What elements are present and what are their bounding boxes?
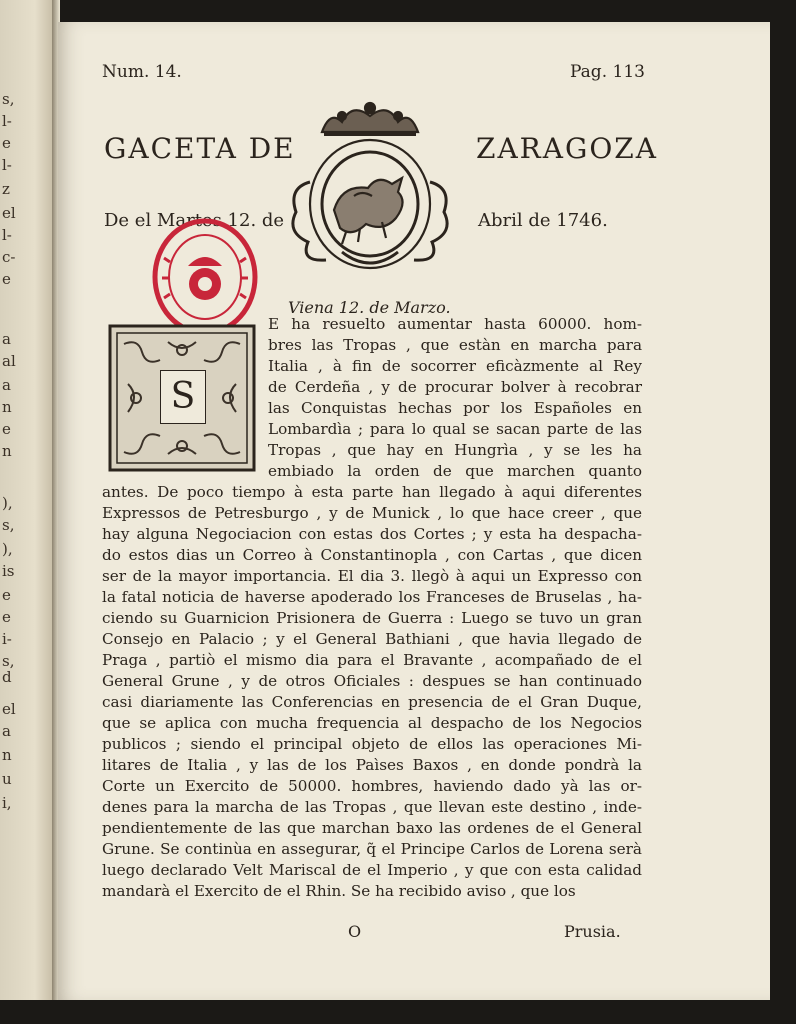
article-line: litares de Italia , y las de los Paìses Baxos , en donde pondrà la <box>102 756 642 774</box>
article-line: las Conquistas hechas por los Españoles en <box>268 399 642 417</box>
article-dateline: Viena 12. de Marzo. <box>288 298 451 317</box>
facing-page-fragment: u <box>2 770 12 788</box>
article-body <box>102 314 642 902</box>
article-line: publicos ; siendo el principal objeto de ellos las operaciones Mi- <box>102 735 642 753</box>
facing-page-fragment: d <box>2 668 12 686</box>
facing-page-fragment: l- <box>2 226 12 244</box>
article-line: Expressos de Petresburgo , y de Munick , lo que hace creer , que <box>102 504 642 522</box>
facing-page-fragment: e <box>2 608 11 626</box>
facing-page-fragment: e <box>2 586 11 604</box>
facing-page-fragment: i- <box>2 630 12 648</box>
coat-of-arms-icon <box>282 92 458 276</box>
facing-page-fragment: ), <box>2 540 13 558</box>
article-line: Tropas , que hay en Hungrìa , y se les ha <box>268 441 642 459</box>
article-line: General Grune , y de otros Oficiales : despues se han continuado <box>102 672 642 690</box>
facing-page-fragment: al <box>2 352 16 370</box>
issue-date-weekday: De el Martes 12. de <box>104 210 285 231</box>
article-line: mandarà el Exercito de el Rhin. Se ha recibido aviso , que los <box>102 882 576 900</box>
facing-page-fragment: c- <box>2 248 16 266</box>
facing-page-fragment: l- <box>2 156 12 174</box>
facing-page-edge <box>0 0 58 1000</box>
article-line: pendientemente de las que marchan baxo las ordenes de el General <box>102 819 642 837</box>
article-line: de Cerdeña , y de procurar bolver à recobrar <box>268 378 642 396</box>
article-line: embiado la orden de que marchen quanto <box>268 462 642 480</box>
facing-page-fragment: a <box>2 330 11 348</box>
article-line: denes para la marcha de las Tropas , que llevan este destino , inde- <box>102 798 642 816</box>
facing-page-fragment: z <box>2 180 10 198</box>
article-line: Lombardìa ; para lo qual se sacan parte de las <box>268 420 642 438</box>
article-line: Consejo en Palacio ; y el General Bathiani , que havia llegado de <box>102 630 642 648</box>
catchword: Prusia. <box>564 922 621 941</box>
facing-page-fragment: i, <box>2 794 12 812</box>
issue-date-month-year: Abril de 1746. <box>478 210 608 231</box>
article-line: antes. De poco tiempo à esta parte han llegado à aqui diferentes <box>102 483 642 501</box>
article-line: Italia , à fin de socorrer eficàzmente al Rey <box>268 357 642 375</box>
article-line: Praga , partiò el mismo dia para el Bravante , acompañado de el <box>102 651 642 669</box>
article-line: do estos dias un Correo à Constantinopla , con Cartas , que dicen <box>102 546 642 564</box>
article-line: hay alguna Negociacion con estas dos Cortes ; y esta ha despacha- <box>102 525 642 543</box>
facing-page-fragment: s, <box>2 516 15 534</box>
article-line: E ha resuelto aumentar hasta 60000. hom- <box>268 315 642 333</box>
article-line: ser de la mayor importancia. El dia 3. llegò à aqui un Expresso con <box>102 567 642 585</box>
initial-letter: S <box>160 370 206 424</box>
facing-page-fragment: e <box>2 270 11 288</box>
facing-page-fragment: n <box>2 398 12 416</box>
article-line: Grune. Se continùa en assegurar, q̃ el Principe Carlos de Lorena serà <box>102 840 642 858</box>
facing-page-fragment: l- <box>2 112 12 130</box>
facing-page-fragment: e <box>2 134 11 152</box>
article-line: bres las Tropas , que estàn en marcha para <box>268 336 642 354</box>
page-number: Pag. 113 <box>570 62 645 82</box>
article-line: la fatal noticia de haverse apoderado los Franceses de Bruselas , ha- <box>102 588 642 606</box>
issue-number: Num. 14. <box>102 62 182 82</box>
signature-mark: O <box>348 922 362 941</box>
facing-page-fragment: s, <box>2 90 15 108</box>
title-right: ZARAGOZA <box>476 132 658 165</box>
facing-page-fragment: el <box>2 700 16 718</box>
article-line: que se aplica con mucha frequencia al despacho de los Negocios <box>102 714 642 732</box>
facing-page-fragment: n <box>2 746 12 764</box>
facing-page-fragment: ), <box>2 494 13 512</box>
gazette-page <box>58 22 770 1000</box>
article-line: Corte un Exercito de 50000. hombres, haviendo dado yà las or- <box>102 777 642 795</box>
article-line: casi diariamente las Conferencias en presencia de el Gran Duque, <box>102 693 642 711</box>
facing-page-fragment: el <box>2 204 16 222</box>
facing-page-fragment: n <box>2 442 12 460</box>
facing-page-fragment: a <box>2 376 11 394</box>
facing-page-fragment: e <box>2 420 11 438</box>
title-left: GACETA DE <box>104 132 296 165</box>
facing-page-fragment: s, <box>2 652 15 670</box>
article-line: ciendo su Guarnicion Prisionera de Guerra : Luego se tuvo un gran <box>102 609 642 627</box>
article-line: luego declarado Velt Mariscal de el Imperio , y que con esta calidad <box>102 861 642 879</box>
facing-page-fragment: is <box>2 562 15 580</box>
facing-page-fragment: a <box>2 722 11 740</box>
